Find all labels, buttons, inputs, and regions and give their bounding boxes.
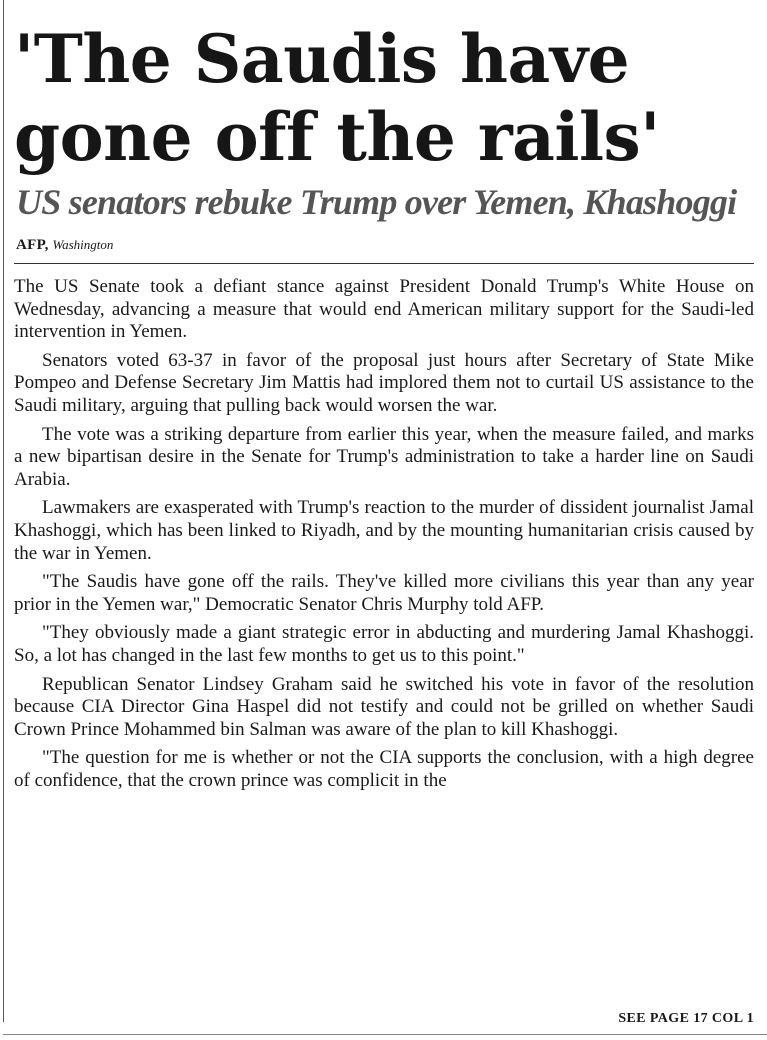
article-paragraph: Lawmakers are exasperated with Trump's reaction to the murder of dissident journalist Jamal Khashoggi, which has been linked to Riyadh, and by the mounting humanitarian crisis caused by the war in Yemen. [14,497,754,564]
article-paragraph: The US Senate took a defiant stance against President Donald Trump's White House on Wednesday, advancing a measure that would end American military support for the Saudi-led intervention in Yemen. [14,276,754,343]
article-paragraph: The vote was a striking departure from earlier this year, when the measure failed, and marks a new bipartisan desire in the Senate for Trump's administration to take a harder line on Saudi Arabia. [14,423,754,490]
byline-location: Washington [52,237,114,252]
byline-agency: AFP, [16,237,49,253]
byline [16,236,754,254]
newspaper-article [14,0,754,798]
continuation-jump-line: SEE PAGE 17 COL 1 [618,1011,754,1026]
article-paragraph: "They obviously made a giant strategic error in abducting and murdering Jamal Khashoggi. So, a lot has changed in the last few months to get us to this point." [14,622,754,666]
subheadline: US senators rebuke Trump over Yemen, Khashoggi [16,182,737,222]
article-paragraph: Republican Senator Lindsey Graham said he switched his vote in favor of the resolution because CIA Director Gina Haspel did not testify and could not be grilled on whether Saudi Crown Prince Mohammed bin Salman was aware of the plan to kill Khashoggi. [14,673,754,740]
byline-divider [14,263,754,264]
article-paragraph: "The Saudis have gone off the rails. They've killed more civilians this year than any year prior in the Yemen war," Democratic Senator Chris Murphy told AFP. [14,571,754,615]
article-paragraph: "The question for me is whether or not the CIA supports the conclusion, with a high degree of confidence, that the crown prince was complicit in the [14,747,754,791]
headline: 'The Saudis have gone off the rails' [14,20,660,176]
bottom-rule [3,1034,767,1035]
article-paragraph: Senators voted 63-37 in favor of the proposal just hours after Secretary of State Mike Pompeo and Defense Secretary Jim Mattis had implored them not to curtail US assistance to the Saudi military, arguing that pulling back would worsen the war. [14,349,754,416]
column-rule-left [3,0,4,1022]
article-body [14,276,754,792]
